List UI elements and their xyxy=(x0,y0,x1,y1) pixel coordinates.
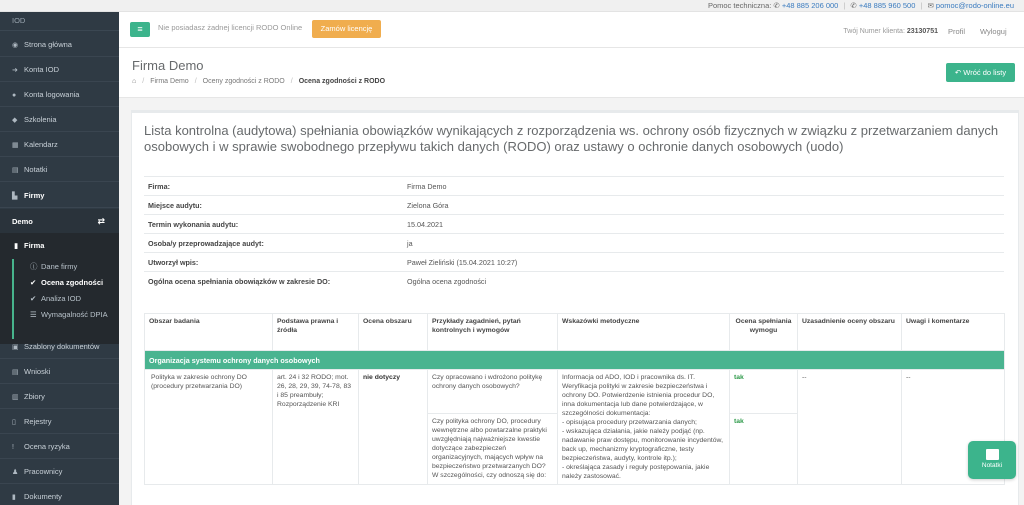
cell-question: Czy opracowano i wdrożono politykę ochrony danych osobowych? xyxy=(428,370,558,414)
notes-icon: ▤ xyxy=(12,167,19,174)
audit-title: Lista kontrolna (audytowa) spełniania obowiązków wynikających z rozporządzenia ws. ochrony osób fizycznych w związku z przetwarzaniem danych osobowych i w sprawie swobodnego przepływu takich danych (RODO) oraz ustawy o ochronie danych osobowych (uodo) xyxy=(144,123,999,154)
company-name: Demo xyxy=(12,217,33,226)
email-link[interactable]: pomoc@rodo-online.eu xyxy=(935,1,1014,10)
user-icon: ♟ xyxy=(12,469,19,476)
license-info: Nie posiadasz żadnej licencji RODO Online xyxy=(158,23,303,32)
sidebar-item-label: Strona główna xyxy=(24,40,72,49)
audit-card xyxy=(131,110,1019,505)
check-circle-icon: ✔ xyxy=(30,294,37,303)
sidebar-item-label: Pracownicy xyxy=(24,467,63,476)
order-license-button[interactable]: Zamów licencję xyxy=(312,20,381,38)
cell-question: Czy polityka ochrony DO, procedury wewnętrzne albo powtarzalne praktyki uwzględniają najważniejsze kwestie dotyczące zabezpieczeń organizacyjnych, mających wpływ na bezpieczeństwo przetwarzanych DO? W szczególności, czy odnoszą się do: xyxy=(428,414,558,485)
submenu-item-dane-firmy[interactable] xyxy=(0,259,119,275)
sticky-note-icon xyxy=(986,449,999,460)
breadcrumb: ⌂ / Firma Demo / Oceny zgodności z RODO / Ocena zgodności z RODO xyxy=(132,78,386,85)
menu-toggle-button[interactable]: ≡ xyxy=(130,22,150,37)
sidebar-item-wnioski[interactable] xyxy=(0,359,119,384)
audit-checklist-table xyxy=(144,313,1005,485)
column-header: Wskazówki metodyczne xyxy=(558,314,730,351)
submenu-title: Firma xyxy=(24,241,45,250)
phone-link-1[interactable]: +48 885 206 000 xyxy=(781,1,839,10)
sidebar-item-strona-glowna[interactable] xyxy=(0,32,119,57)
building-icon: ▮ xyxy=(14,241,19,250)
logout-link[interactable]: Wyloguj xyxy=(980,27,1007,36)
graduation-icon: ◆ xyxy=(12,117,18,124)
cell-remarks[interactable]: -- xyxy=(902,370,1005,485)
info-row: Miejsce audytu: Zielona Góra xyxy=(144,196,1004,215)
section-row xyxy=(145,351,1005,370)
sidebar xyxy=(0,12,119,505)
home-icon[interactable]: ⌂ xyxy=(132,78,137,85)
exchange-icon[interactable]: ⇄ xyxy=(97,216,105,226)
breadcrumb-current: Ocena zgodności z RODO xyxy=(298,78,386,85)
sidebar-item-label: Kalendarz xyxy=(24,140,58,149)
top-bar xyxy=(0,0,1024,12)
cell-fulfilment[interactable]: tak xyxy=(730,370,798,414)
audit-info-table xyxy=(144,176,1004,291)
sidebar-item-konta-logowania[interactable] xyxy=(0,82,119,107)
column-header: Przykłady zagadnień, pytań kontrolnych i wymogów xyxy=(428,314,558,351)
document-icon: ▮ xyxy=(12,494,16,501)
info-row: Firma: Firma Demo xyxy=(144,177,1004,196)
section-title: Organizacja systemu ochrony danych osobowych xyxy=(145,351,1005,370)
breadcrumb-company[interactable]: Firma Demo xyxy=(150,78,189,85)
column-header: Ocena spełniania wymogu xyxy=(730,314,798,351)
submenu-item-wymagalnosc-dpia[interactable] xyxy=(0,307,119,323)
sidebar-item-rejestry[interactable] xyxy=(0,409,119,434)
sidebar-item-label: Rejestry xyxy=(24,417,52,426)
dashboard-icon: ◉ xyxy=(12,42,19,49)
sidebar-item-ocena-ryzyka[interactable] xyxy=(0,434,119,459)
submenu-item-label: Wymagalność DPIA xyxy=(41,310,108,319)
page-title: Firma Demo xyxy=(132,58,204,73)
sidebar-item-szablony[interactable] xyxy=(0,334,119,359)
calendar-icon: ▦ xyxy=(12,142,19,149)
submenu-item-analiza-iod[interactable] xyxy=(0,291,119,307)
breadcrumb-assessments[interactable]: Oceny zgodności z RODO xyxy=(202,78,285,85)
sidebar-item-label: Zbiory xyxy=(24,392,45,401)
cell-justification[interactable]: -- xyxy=(798,370,902,485)
sidebar-item-notatki[interactable] xyxy=(0,157,119,182)
users-icon: ● xyxy=(12,92,17,99)
envelope-icon: ✉ xyxy=(927,1,934,10)
page-heading xyxy=(119,48,1024,98)
submenu-item-label: Analiza IOD xyxy=(41,294,82,303)
sidebar-item-label: Szkolenia xyxy=(24,115,57,124)
industry-icon: ▙ xyxy=(12,193,18,200)
phone-link-2[interactable]: +48 885 960 500 xyxy=(858,1,916,10)
cell-fulfilment[interactable]: tak xyxy=(730,414,798,485)
info-row: Osoba/y przeprowadzające audyt: ja xyxy=(144,234,1004,253)
template-icon: ▣ xyxy=(12,344,19,351)
client-number: Twój Numer klienta: 23130751 xyxy=(843,28,938,35)
phone-icon: ✆ xyxy=(773,1,780,10)
back-to-list-button[interactable]: ↶ Wróć do listy xyxy=(946,63,1015,82)
notes-floating-button[interactable] xyxy=(968,441,1016,479)
cell-hints: Informacja od ADO, IOD i pracownika ds. IT. Weryfikacja polityki w zakresie bezpieczeństwa i ochrony DO. Potwierdzenie istnienia procedur DO, inna dokumentacja lub dane potwierdzające, w szczególności dokumentacja: - opisująca procedury przetwarzania danych; - wskazująca działania, jakie należy podjąć (np. nadawanie praw dostępu, monitorowanie incydentów, back up, mechanizmy kryptograficzne, testy bezpieczeństwa, audyty, kontrole itp.); - określająca zasady i reguły postępowania, jakie należy zastosować. xyxy=(558,370,730,485)
sidebar-item-konta-iod[interactable] xyxy=(0,57,119,82)
check-icon: ✔ xyxy=(30,278,37,287)
submenu-item-label: Dane firmy xyxy=(41,262,78,271)
cell-area: Polityka w zakresie ochrony DO (procedury przetwarzania DO) xyxy=(145,370,273,485)
list-icon: ☰ xyxy=(30,310,37,319)
header xyxy=(119,12,1024,48)
request-icon: ▤ xyxy=(12,369,19,376)
table-header-row xyxy=(145,314,1005,351)
phone-icon: ✆ xyxy=(850,1,857,10)
info-row: Termin wykonania audytu: 15.04.2021 xyxy=(144,215,1004,234)
register-icon: ▯ xyxy=(12,419,16,426)
info-row: Utworzył wpis: Paweł Zieliński (15.04.2021 10:27) xyxy=(144,253,1004,272)
sidebar-item-label: Dokumenty xyxy=(24,492,62,501)
column-header: Ocena obszaru xyxy=(359,314,428,351)
info-icon: ⓘ xyxy=(30,262,38,271)
sidebar-item-label: Konta logowania xyxy=(24,90,80,99)
submenu-firma[interactable] xyxy=(0,235,119,257)
sidebar-item-label: Wnioski xyxy=(24,367,51,376)
sidebar-item-szkolenia[interactable] xyxy=(0,107,119,132)
column-header: Uwagi i komentarze xyxy=(902,314,1005,351)
support-contact: Pomoc techniczna: ✆ +48 885 206 000 | ✆ +48 885 960 500 | ✉ pomoc@rodo-online.eu xyxy=(707,1,1014,10)
sidebar-item-zbiory[interactable] xyxy=(0,384,119,409)
company-switcher[interactable] xyxy=(0,209,119,234)
profile-link[interactable]: Profil xyxy=(948,27,966,36)
sidebar-item-label: Ocena ryzyka xyxy=(24,442,70,451)
info-row: Ogólna ocena spełniania obowiązków w zakresie DO: Ogólna ocena zgodności xyxy=(144,272,1004,291)
column-header: Uzasadnienie oceny obszaru xyxy=(798,314,902,351)
table-row xyxy=(145,370,1005,414)
submenu-item-label: Ocena zgodności xyxy=(41,278,104,287)
column-header: Obszar badania xyxy=(145,314,273,351)
folder-icon: ▥ xyxy=(12,394,19,401)
submenu-item-ocena-zgodnosci[interactable] xyxy=(0,275,119,291)
sidebar-item-label: Szablony dokumentów xyxy=(24,342,100,351)
sidebar-item-pracownicy[interactable] xyxy=(0,459,119,484)
support-label: Pomoc techniczna: xyxy=(707,1,772,10)
sidebar-item-kalendarz[interactable] xyxy=(0,132,119,157)
notes-label: Notatki xyxy=(981,462,1003,469)
sidebar-item-firmy[interactable] xyxy=(0,183,119,208)
client-number-value: 23130751 xyxy=(906,28,938,35)
warning-icon: ! xyxy=(12,444,14,451)
sidebar-item-label: Firmy xyxy=(24,191,45,200)
sidebar-brand: IOD xyxy=(0,12,119,31)
cell-area-rating[interactable]: nie dotyczy xyxy=(359,370,428,485)
sign-in-icon: ➜ xyxy=(12,67,18,74)
column-header: Podstawa prawna i źródła xyxy=(273,314,359,351)
cell-legal-basis: art. 24 i 32 RODO; mot. 26, 28, 29, 39, 74-78, 83 i 85 preambuły; Rozporządzenie KRI xyxy=(273,370,359,485)
sidebar-item-label: Notatki xyxy=(24,165,48,174)
company-submenu xyxy=(0,233,119,344)
sidebar-item-label: Konta IOD xyxy=(24,65,60,74)
sidebar-item-dokumenty[interactable] xyxy=(0,484,119,505)
